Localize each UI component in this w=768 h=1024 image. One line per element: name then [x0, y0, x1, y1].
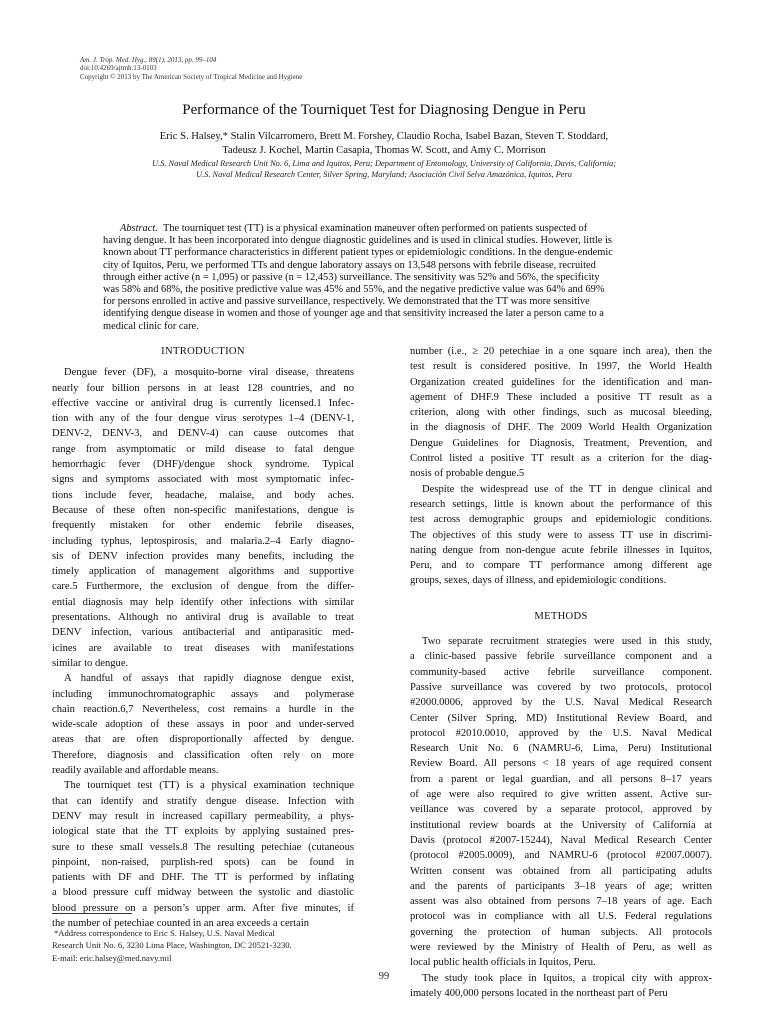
right-column — [410, 344, 712, 1001]
right-column-body — [410, 344, 712, 589]
text-line: nearly four billion persons in at least 128 countries, and no — [52, 382, 354, 394]
text-line: community-based active febrile surveillance component. — [410, 666, 712, 678]
text-line: of age were also required to give written assent. Active sur- — [410, 789, 712, 801]
footnote-line: Research Unit No. 6, 3230 Lima Place, Washington, DC 20521-3230. — [52, 940, 292, 951]
text-line: A handful of assays that rapidly diagnose dengue exist, — [64, 673, 354, 685]
text-line: research settings, little is known about the performance of this — [410, 498, 712, 510]
text-line: test result is considered positive. In 1997, the World Health — [410, 361, 712, 373]
abstract — [103, 223, 685, 333]
text-line: tion with any of the four dengue virus serotypes 1–4 (DENV-1, — [52, 413, 354, 425]
text-line: DENV infection, various antibacterial and antiparasitic med- — [52, 627, 354, 639]
text-line: nating dengue from non-dengue acute febrile illnesses in Iquitos, — [410, 544, 712, 556]
affiliation-line: U.S. Naval Medical Research Center, Silver Spring, Maryland; Asociación Civil Selva Amazónica, Iquitos, Peru — [196, 170, 572, 179]
text-line: Research Unit No. 6 (NAMRU-6, Lima, Peru) Institutional — [410, 743, 712, 755]
abstract-line — [103, 223, 685, 235]
introduction-heading: INTRODUCTION — [161, 346, 245, 357]
text-line: The objectives of this study were to assess TT use in discrimi- — [410, 529, 712, 541]
text-line: ential diagnosis may help identify other infections with similar — [52, 596, 354, 608]
text-line: institutional review boards at the University of California at — [410, 819, 712, 831]
journal-header — [80, 56, 680, 81]
text-line: Organization created guidelines for the identification and man- — [410, 376, 712, 388]
text-line: number (i.e., ≥ 20 petechiae in a one square inch area), then the — [410, 346, 712, 357]
journal-citation: Am. J. Trop. Med. Hyg., 89(1), 2013, pp. 99–104 — [80, 56, 217, 64]
abstract-line: having dengue. It has been incorporated into dengue diagnostic guidelines and is used in clinical studies. However, little is — [103, 235, 612, 247]
introduction-body — [52, 365, 354, 931]
abstract-label: Abstract. — [120, 223, 158, 234]
methods-body — [410, 634, 712, 1001]
text-line: (protocol #2005.0009), and NAMRU-6 (protocol #2007.0007). — [410, 850, 712, 862]
text-line: range from asymptomatic or mild disease to fatal dengue — [52, 443, 354, 455]
page-number: 99 — [378, 971, 390, 982]
methods-heading: METHODS — [534, 610, 588, 622]
text-line: imately 400,000 persons located in the northeast part of Peru — [410, 987, 668, 999]
author-line: Tadeusz J. Kochel, Martin Casapia, Thomas W. Scott, and Amy C. Morrison — [222, 145, 546, 156]
text-line: pinpoint, non-raised, purplish-red spots) can be found in — [52, 856, 354, 868]
text-line: veillance was covered by a separate protocol, approved by — [410, 804, 712, 816]
text-line: a clinic-based passive febrile surveillance component and a — [410, 651, 712, 663]
text-line: Dengue Guidelines for Diagnosis, Treatment, Prevention, and — [410, 437, 712, 449]
footnote-line: *Address correspondence to Eric S. Halsey, U.S. Naval Medical — [54, 928, 275, 938]
text-line: that can identify and stratify dengue disease. Infection with — [52, 795, 354, 807]
abstract-line: identifying dengue disease in women and those of younger age and that sensitivity increased the later a person came to a — [103, 308, 604, 320]
affiliation-line: U.S. Naval Medical Research Unit No. 6, Lima and Iquitos, Peru; Department of Entomology, University of California, Davis, California; — [152, 159, 616, 168]
text-line: frequently mistaken for other endemic febrile diseases, — [52, 520, 354, 532]
text-line: tions include fever, headache, malaise, and body aches. — [52, 489, 354, 501]
text-line: hemorrhagic fever (DHF)/dengue shock syndrome. Typical — [52, 459, 354, 471]
text-line: were reviewed by the Ministry of Health of Peru, as well as — [410, 941, 712, 953]
abstract-line: was 58% and 68%, the positive predictive value was 45% and 55%, and the negative predictive value was 64% and 69% — [103, 284, 605, 296]
text-line: Written consent was obtained from all participating adults — [410, 865, 712, 877]
text-line: local public health officials in Iquitos, Peru. — [410, 957, 596, 969]
text-line: and the parents of participants 3–18 years of age; written — [410, 880, 712, 892]
text-line: protocol #2010.0010, approved by the U.S. Naval Medical — [410, 727, 712, 739]
text-line: blood pressure on a person’s upper arm. After five minutes, if — [52, 902, 354, 914]
text-line: presentations. Although no antiviral drug is available to treat — [52, 612, 354, 624]
text-line: agement of DHF.9 These included a positive TT result as a — [410, 391, 712, 403]
text-line: Because of these often non-specific manifestations, dengue is — [52, 504, 354, 516]
text-line: from a parent or legal guardian, and all persons 8–17 years — [410, 773, 712, 785]
text-line: The tourniquet test (TT) is a physical examination technique — [64, 780, 354, 792]
left-column — [52, 344, 354, 931]
affiliations — [40, 158, 728, 180]
abstract-line: medical clinic for care. — [103, 320, 199, 332]
text-line: The study took place in Iquitos, a tropical city with approx- — [422, 972, 712, 984]
text-line: iological state that the TT exploits by applying sustained pres- — [52, 826, 354, 838]
text-line: Therefore, diagnosis and classification often rely on more — [52, 749, 354, 761]
text-line: care.5 Furthermore, the exclusion of dengue from the differ- — [52, 581, 354, 593]
text-line: wide-scale adoption of these assays in poor and under-served — [52, 719, 354, 731]
text-line: DENV-2, DENV-3, and DENV-4) can cause outcomes that — [52, 428, 354, 440]
text-line: Control listed a positive TT result as a criterion for the diag- — [410, 453, 712, 465]
text-line: DENV may result in increased capillary permeability, a phys- — [52, 810, 354, 822]
text-line: in the diagnosis of DHF. The 2009 World Health Organization — [410, 422, 712, 434]
footnote-divider — [52, 913, 132, 914]
abstract-line: through either active (n = 1,095) or passive (n = 12,453) surveillance. The sensitivity was 52% and 56%, the specificity — [103, 271, 600, 283]
text-line: timely application of management algorithms and supportive — [52, 566, 354, 578]
text-line: Despite the widespread use of the TT in dengue clinical and — [422, 483, 712, 495]
abstract-line: for persons enrolled in active and passive surveillance, respectively. We demonstrated that the TT was more sensitive — [103, 296, 590, 308]
journal-copyright: Copyright © 2013 by The American Society of Tropical Medicine and Hygiene — [80, 72, 303, 81]
abstract-line: known about TT performance characteristics in different patient types or epidemiologic conditions. In the dengue-endemic — [103, 247, 613, 259]
text-line: assent was also obtained from persons 7–18 years of age. Each — [410, 896, 712, 908]
author-line: Eric S. Halsey,* Stalin Vilcarromero, Brett M. Forshey, Claudio Rocha, Isabel Bazan, Steven T. Stoddard, — [159, 131, 609, 142]
text-line: Peru, and to compare TT performance among different age — [410, 560, 712, 572]
text-line: test across demographic groups and epidemiologic conditions. — [410, 514, 712, 526]
text-line: groups, sexes, days of illness, and epidemiologic conditions. — [410, 575, 667, 587]
text-line: effective vaccine or antiviral drug is currently licensed.1 Infec- — [52, 397, 354, 409]
text-line: Passive surveillance was covered by two protocols, protocol — [410, 681, 712, 693]
text-line: Dengue fever (DF), a mosquito-borne viral disease, threatens — [64, 367, 354, 379]
text-line: similar to dengue. — [52, 657, 129, 669]
text-line: #2000.0006, approved by the U.S. Naval Medical Research — [410, 697, 712, 709]
article-title: Performance of the Tourniquet Test for Diagnosing Dengue in Peru — [182, 102, 586, 118]
text-line: sis of DENV infection provides many benefits, including the — [52, 550, 354, 562]
text-line: Review Board. All persons < 18 years of age required consent — [410, 758, 712, 770]
text-line: Center (Silver Spring, MD) Institutional Review Board, and — [410, 712, 712, 724]
text-line: the number of petechiae counted in an area exceeds a certain — [52, 917, 310, 929]
text-line: chain reaction.6,7 Nevertheless, cost remains a hurdle in the — [52, 703, 354, 715]
text-line: including immunochromatographic assays and polymerase — [52, 688, 354, 700]
text-line: areas that are often disproportionally affected by dengue. — [52, 734, 354, 746]
abstract-text: The tourniquet test (TT) is a physical examination maneuver often performed on patients suspected of — [163, 223, 588, 234]
footnote-line: E-mail: eric.halsey@med.navy.mil — [52, 952, 172, 963]
text-line: nosis of probable dengue.5 — [410, 468, 525, 480]
text-line: Davis (protocol #2007-15244), Naval Medical Research Center — [410, 834, 712, 846]
correspondence-footnote — [52, 927, 354, 964]
text-line: patients with DF and DHF. The TT is performed by inflating — [52, 872, 354, 884]
text-line: including typhus, leptospirosis, and malaria.2–4 Early diagno- — [52, 535, 354, 547]
text-line: readily available and affordable means. — [52, 765, 219, 777]
author-list — [70, 130, 698, 158]
text-line: signs and symptoms associated with most symptomatic infec- — [52, 474, 354, 486]
text-line: icines are available to treat diseases with manifestations — [52, 642, 354, 654]
text-line: governing the protection of human subjects. All protocols — [410, 926, 712, 938]
journal-doi: doi:10.4269/ajtmh.13-0103 — [80, 64, 157, 73]
text-line: a blood pressure cuff midway between the systolic and diastolic — [52, 887, 354, 899]
text-line: sure to these small vessels.8 The resulting petechiae (cutaneous — [52, 841, 354, 853]
abstract-line: city of Iquitos, Peru, we performed TTs and dengue laboratory assays on 13,548 persons with febrile disease, recruited — [103, 259, 596, 271]
text-line: Two separate recruitment strategies were used in this study, — [422, 636, 712, 648]
text-line: protocol was in compliance with all U.S. Federal regulations — [410, 911, 712, 923]
text-line: criterion, along with other findings, such as mucosal bleeding, — [410, 407, 712, 419]
